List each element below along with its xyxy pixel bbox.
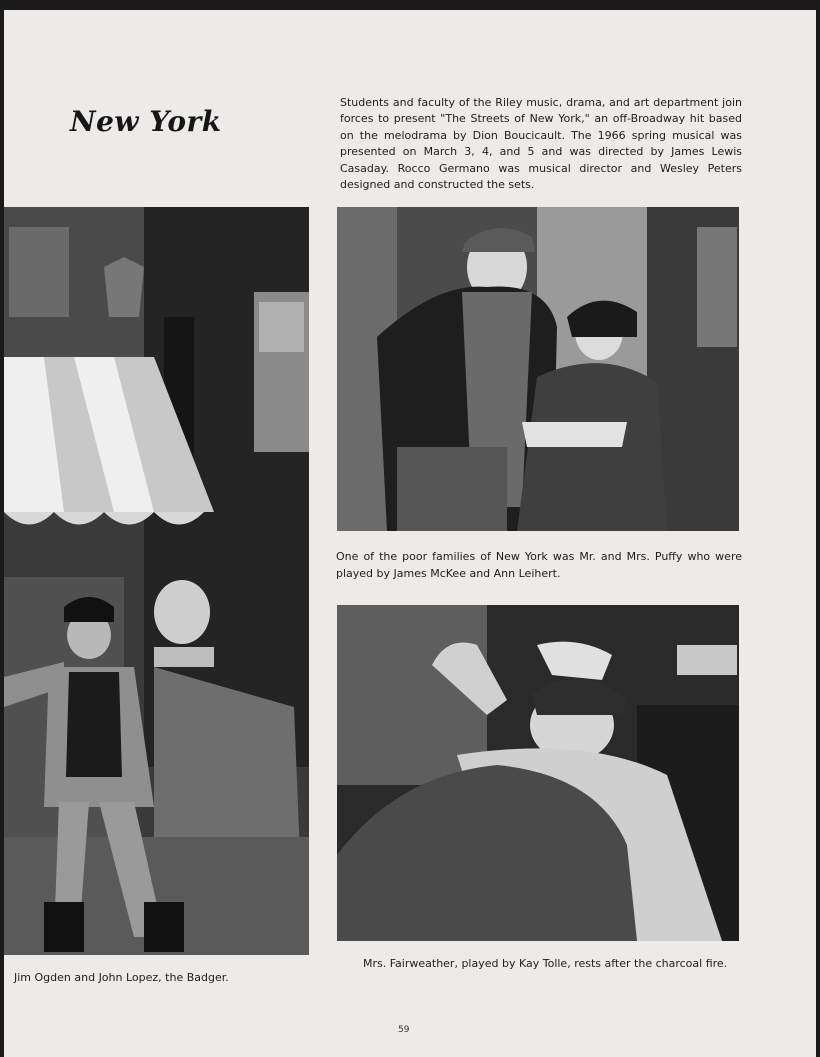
- caption-fairweather: Mrs. Fairweather, played by Kay Tolle, rests after the charcoal fire.: [363, 957, 728, 970]
- photo-badger: [4, 207, 309, 955]
- photo-puffy: [337, 207, 739, 531]
- caption-puffy: One of the poor families of New York was Mr. and Mrs. Puffy who were played by James McKee and Ann Leihert.: [336, 550, 742, 580]
- intro-paragraph: Students and faculty of the Riley music, drama, and art department join forces to present "The Streets of New York," an off-Broadway hit based on the melodrama by Dion Boucicault. The 1966 spring musical was presented on March 3, 4, and 5 and was directed by James Lewis Casaday. Rocco Germano was musical director and Wesley Peters designed and constructed the sets.: [340, 96, 742, 192]
- yearbook-page: [4, 10, 816, 1057]
- page-number: 59: [398, 1025, 410, 1035]
- photo-fairweather: [337, 605, 739, 941]
- page-title: New York: [70, 105, 222, 138]
- caption-badger: Jim Ogden and John Lopez, the Badger.: [14, 971, 229, 984]
